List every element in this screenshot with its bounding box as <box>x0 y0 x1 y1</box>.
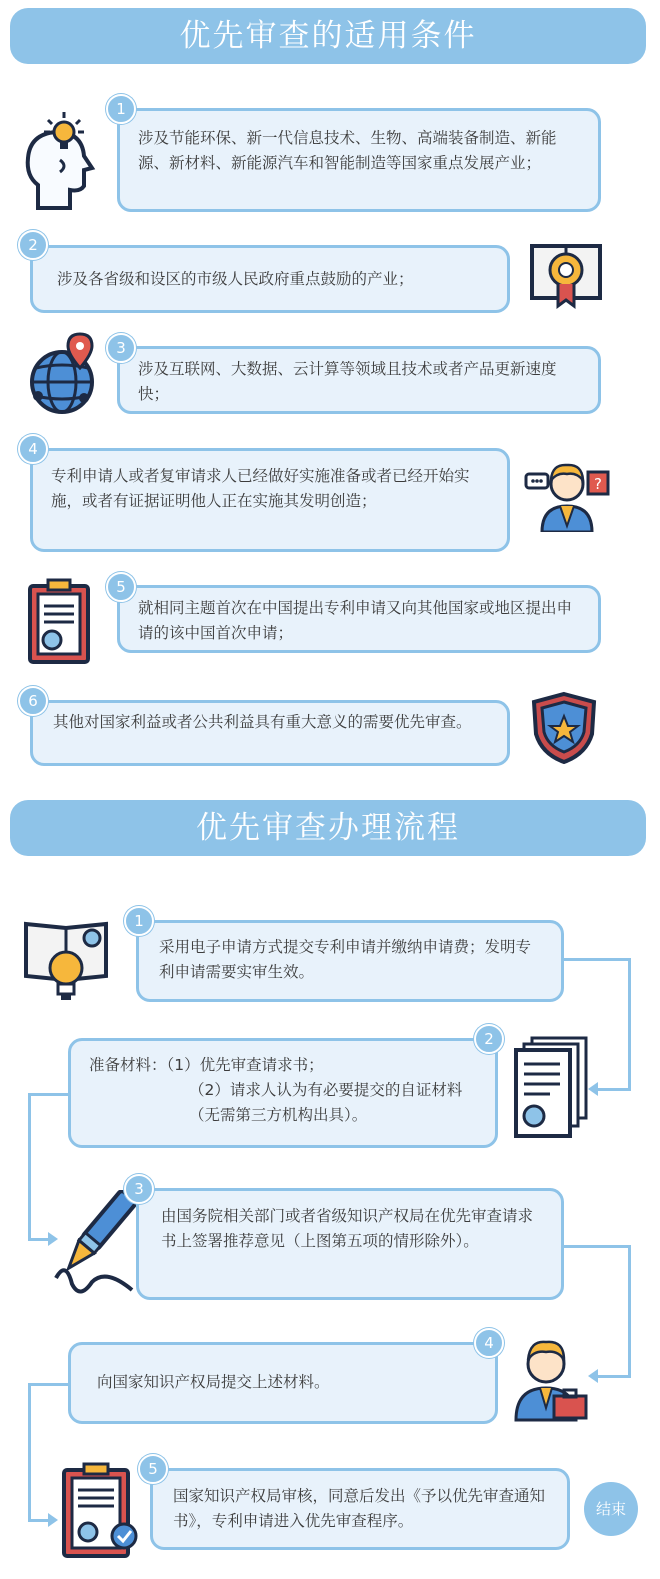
condition-2-number: 2 <box>18 230 48 260</box>
fountain-pen-icon <box>46 1190 136 1304</box>
step-5-text: 国家知识产权局审核，同意后发出《予以优先审查通知书》，专利申请进入优先审查程序。 <box>173 1487 546 1530</box>
lightbulb-head-icon <box>20 110 100 214</box>
globe-location-icon <box>24 332 104 422</box>
condition-6-text: 其他对国家利益或者公共利益具有重大意义的需要优先审查。 <box>53 713 472 731</box>
section1-title: 优先审查的适用条件 <box>10 8 646 64</box>
shield-star-icon <box>530 690 598 768</box>
step-2-line2: （2）请求人认为有必要提交的自证材料（无需第三方机构出具）。 <box>189 1081 463 1124</box>
condition-1-box <box>117 108 601 212</box>
step-3-box <box>136 1188 564 1300</box>
condition-4-text: 专利申请人或者复审请求人已经做好实施准备或者已经开始实施，或者有证据证明他人正在实施其发明创造； <box>51 467 470 510</box>
step-3-text: 由国务院相关部门或者省级知识产权局在优先审查请求书上签署推荐意见（上图第五项的情形除外）。 <box>161 1207 534 1250</box>
step-4-box <box>68 1342 498 1424</box>
step-1-text: 采用电子申请方式提交专利申请并缴纳申请费；发明专利申请需要实审生效。 <box>159 938 532 981</box>
step-1-number: 1 <box>124 906 154 936</box>
condition-3-text: 涉及互联网、大数据、云计算等领域且技术或者产品更新速度快； <box>138 360 557 403</box>
condition-6-box <box>30 700 510 766</box>
certificate-clipboard-icon <box>26 578 94 670</box>
condition-5-text: 就相同主题首次在中国提出专利申请又向其他国家或地区提出申请的该中国首次申请； <box>138 599 573 642</box>
condition-4-box <box>30 448 510 552</box>
step-1-box <box>136 920 564 1002</box>
step-2-box <box>68 1038 498 1148</box>
svg-text:?: ? <box>594 475 602 493</box>
step-5-box <box>150 1468 570 1550</box>
businessman-briefcase-icon <box>506 1326 590 1426</box>
step-3-number: 3 <box>124 1174 154 1204</box>
book-lightbulb-icon <box>22 916 112 1012</box>
documents-stack-icon <box>510 1036 590 1144</box>
end-badge: 结束 <box>584 1482 638 1536</box>
step-4-text: 向国家知识产权局提交上述材料。 <box>97 1373 330 1391</box>
condition-2-text: 涉及各省级和设区的市级人民政府重点鼓励的产业； <box>57 270 414 288</box>
step-4-number: 4 <box>474 1328 504 1358</box>
condition-5-box <box>117 585 601 653</box>
condition-1-number: 1 <box>106 94 136 124</box>
condition-5-number: 5 <box>106 572 136 602</box>
condition-3-number: 3 <box>106 333 136 363</box>
condition-4-number: 4 <box>18 434 48 464</box>
step-2-line1: 准备材料：（1）优先审查请求书； <box>89 1056 324 1074</box>
condition-2-box <box>30 245 510 313</box>
step-5-number: 5 <box>138 1454 168 1484</box>
approval-clipboard-icon <box>60 1462 140 1564</box>
condition-6-number: 6 <box>18 686 48 716</box>
condition-1-text: 涉及节能环保、新一代信息技术、生物、高端装备制造、新能源、新材料、新能源汽车和智能制造等国家重点发展产业； <box>138 129 557 172</box>
step-2-number: 2 <box>474 1024 504 1054</box>
condition-3-box <box>117 346 601 414</box>
certificate-book-icon <box>528 240 604 314</box>
section2-title: 优先审查办理流程 <box>10 800 646 856</box>
person-question-icon <box>522 456 612 536</box>
